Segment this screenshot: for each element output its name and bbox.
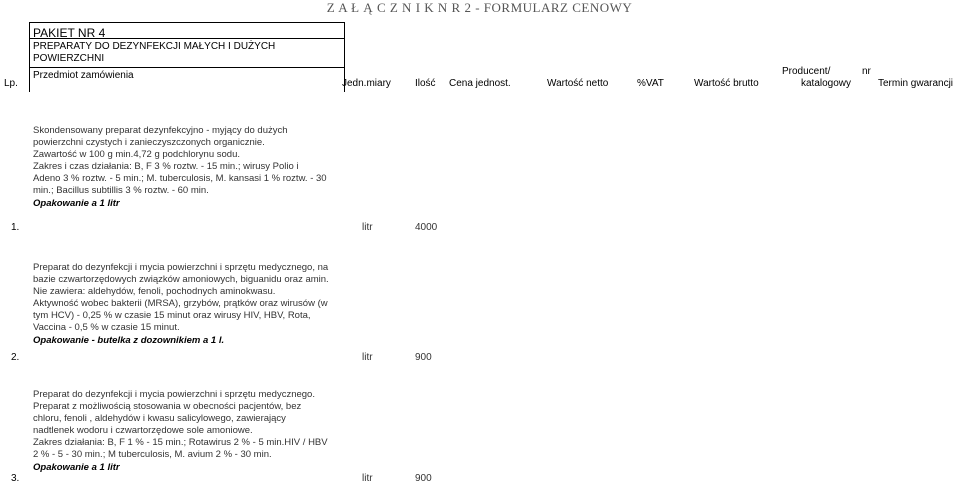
header-delivery: Termin gwarancji	[878, 78, 954, 89]
item-1-line: Skondensowany preparat dezynfekcyjno - myjący do dużych	[33, 125, 288, 136]
item-2-line: Nie zawiera: aldehydów, fenoli, pochodnych aminokwasu.	[33, 286, 276, 298]
header-vat: %VAT	[637, 78, 664, 89]
item-3-lp: 3.	[11, 473, 20, 484]
item-3-packaging: Opakowanie a 1 litr	[33, 461, 120, 473]
item-2-line: Vaccina - 0,5 % w czasie 15 minut.	[33, 322, 180, 334]
header-subject: Przedmiot zamówienia	[33, 70, 134, 81]
header-unit: Jedn.miary	[342, 78, 391, 89]
item-3-description	[33, 389, 328, 474]
item-1-packaging: Opakowanie a 1 litr	[33, 197, 120, 209]
header-net-value: Wartość netto	[547, 78, 609, 89]
item-3-line: Preparat z możliwością stosowania w obecności pacjentów, bez	[33, 401, 302, 413]
header-catalog: katalogowy	[801, 78, 852, 89]
package-divider-2	[29, 67, 345, 68]
item-2-line: tym HCV) - 0,25 % w czasie 15 minut oraz wirusy HIV, HBV, Rota,	[33, 310, 311, 322]
item-2-qty: 900	[415, 352, 432, 363]
item-1-line: Zawartość w 100 g min.4,72 g podchlorynu sodu.	[33, 149, 241, 161]
header-gross-value: Wartość brutto	[694, 78, 759, 89]
item-3-line: Preparat do dezynfekcji i mycia powierzchni i sprzętu medycznego.	[33, 389, 315, 400]
item-3-line: 2 % - 5 - 30 min.; M tuberculosis, M. avium 2 % - 30 min.	[33, 449, 272, 461]
item-3-line: nadtlenek wodoru i czwartorzędowe sole amoniowe.	[33, 425, 253, 437]
item-1-line: powierzchni czystych i zanieczyszczonych organicznie.	[33, 137, 265, 149]
header-producer: Producent/	[782, 66, 831, 77]
document-title: Z A Ł Ą C Z N I K N R 2 - FORMULARZ CENOWY	[326, 0, 633, 15]
package-name: PREPARATY DO DEZYNFEKCJI MAŁYCH I DUŻYCH POWIERZCHNI	[33, 41, 276, 64]
item-3-line: Zakres działania: B, F 1 % - 15 min.; Rotawirus 2 % - 5 min.HIV / HBV	[33, 437, 328, 449]
item-2-packaging: Opakowanie - butelka z dozownikiem a 1 l.	[33, 334, 225, 346]
header-lp: Lp.	[4, 78, 18, 89]
item-3-unit: litr	[362, 473, 373, 484]
item-1-line: min.; Bacillus subtillis 3 % roztw. - 60 min.	[33, 185, 209, 197]
item-2-line: bazie czwartorzędowych związków amoniowych, biguanidu oraz amin.	[33, 274, 329, 286]
item-3-qty: 900	[415, 473, 432, 484]
item-1-line: Zakres i czas działania: B, F 3 % roztw. - 15 min.; wirusy Polio i	[33, 161, 299, 173]
header-unit-price: Cena jednost.	[449, 78, 511, 89]
item-1-lp: 1.	[11, 222, 20, 233]
package-number: PAKIET NR 4	[33, 26, 106, 40]
item-2-line: Aktywność wobec bakterii (MRSA), grzybów, prątków oraz wirusów (w	[33, 298, 328, 310]
item-1-line: Adeno 3 % roztw. - 5 min.; M. tuberculosis, M. kansasi 1 % roztw. - 30	[33, 173, 327, 185]
item-1-unit: litr	[362, 222, 373, 233]
item-2-unit: litr	[362, 352, 373, 363]
item-2-description	[33, 262, 329, 347]
item-1-description	[33, 125, 327, 210]
item-1-qty: 4000	[415, 222, 438, 233]
item-2-line: Preparat do dezynfekcji i mycia powierzchni i sprzętu medycznego, na	[33, 262, 329, 273]
header-qty: Ilość	[415, 78, 436, 89]
item-2-lp: 2.	[11, 352, 20, 363]
header-nr: nr	[862, 66, 871, 77]
item-3-line: chloru, fenoli , aldehydów i kwasu salicylowego, zawierający	[33, 413, 286, 425]
